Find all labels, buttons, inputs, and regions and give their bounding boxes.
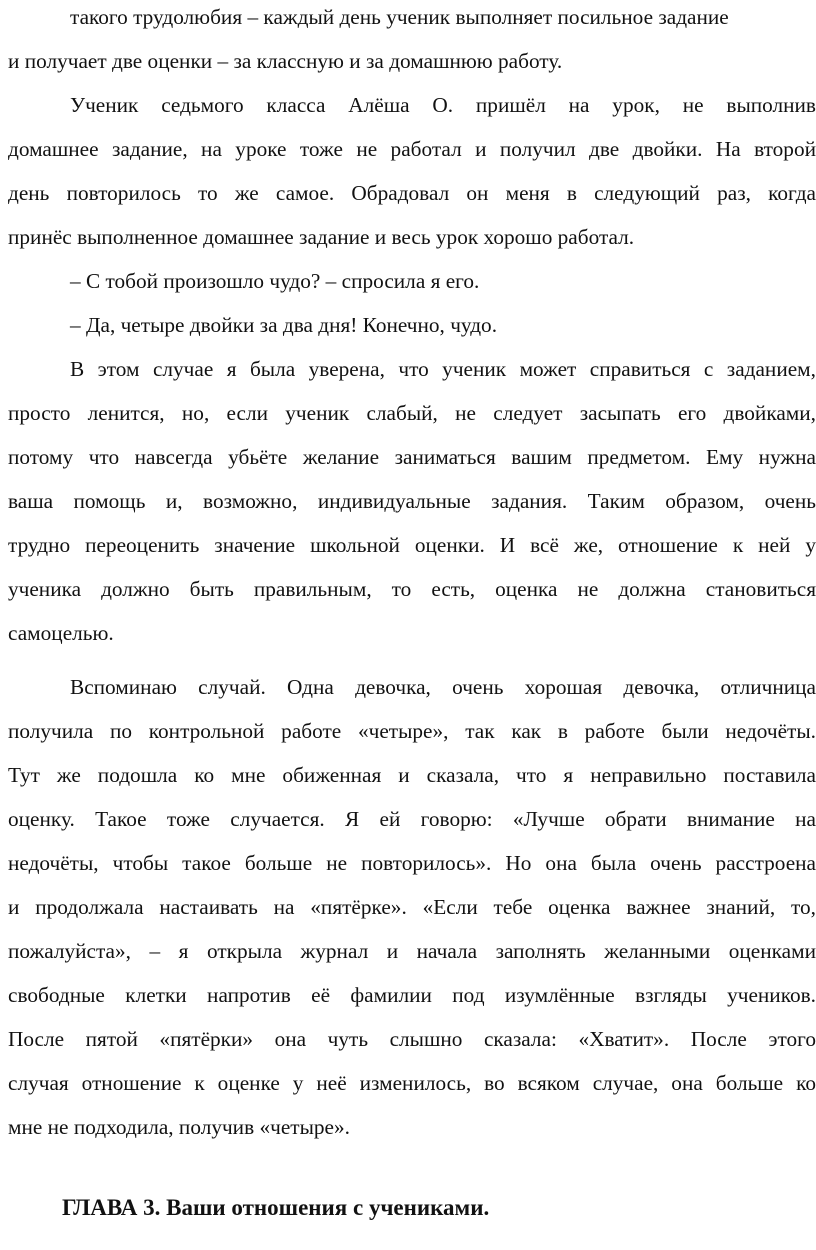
text-line: принёс выполненное домашнее задание и весь урок хорошо работал. [8, 225, 635, 249]
text-line: и продолжала настаивать на «пятёрке». «Если тебе оценка важнее знаний, то, [8, 895, 816, 919]
text-line: домашнее задание, на уроке тоже не работал и получил две двойки. На второй [8, 137, 816, 161]
text-line: и получает две оценки – за классную и за домашнюю работу. [8, 49, 563, 73]
text-line: Тут же подошла ко мне обиженная и сказала, что я неправильно поставила [8, 763, 816, 787]
text-line: В этом случае я была уверена, что ученик может справиться с заданием, [70, 357, 816, 381]
text-line: трудно переоценить значение школьной оценки. И всё же, отношение к ней у [8, 533, 816, 557]
text-line: свободные клетки напротив её фамилии под изумлённые взгляды учеников. [8, 983, 816, 1007]
text-line: потому что навсегда убьёте желание заниматься вашим предметом. Ему нужна [8, 445, 816, 469]
text-line: такого трудолюбия – каждый день ученик выполняет посильное задание [70, 5, 729, 29]
text-line: оценку. Такое тоже случается. Я ей говорю: «Лучше обрати внимание на [8, 807, 816, 831]
chapter-heading: ГЛАВА 3. Ваши отношения с учениками. [62, 1195, 490, 1220]
text-line: случая отношение к оценке у неё изменилось, во всяком случае, она больше ко [8, 1071, 816, 1095]
text-line: пожалуйста», – я открыла журнал и начала заполнять желанными оценками [8, 939, 816, 963]
text-line: – С тобой произошло чудо? – спросила я его. [70, 269, 480, 293]
text-line: просто ленится, но, если ученик слабый, не следует засыпать его двойками, [8, 401, 816, 425]
text-line: – Да, четыре двойки за два дня! Конечно, чудо. [70, 313, 498, 337]
text-line: Вспоминаю случай. Одна девочка, очень хорошая девочка, отличница [70, 675, 816, 699]
text-line: недочёты, чтобы такое больше не повторилось». Но она была очень расстроена [8, 851, 816, 875]
text-line: день повторилось то же самое. Обрадовал он меня в следующий раз, когда [8, 181, 816, 205]
text-line: самоцелью. [8, 621, 114, 645]
text-line: Ученик седьмого класса Алёша О. пришёл на урок, не выполнив [70, 93, 816, 117]
text-line: ваша помощь и, возможно, индивидуальные задания. Таким образом, очень [8, 489, 816, 513]
text-line: мне не подходила, получив «четыре». [8, 1115, 350, 1139]
text-line: ученика должно быть правильным, то есть, оценка не должна становиться [8, 577, 816, 601]
text-line: получила по контрольной работе «четыре», так как в работе были недочёты. [8, 719, 816, 743]
text-line: После пятой «пятёрки» она чуть слышно сказала: «Хватит». После этого [8, 1027, 816, 1051]
